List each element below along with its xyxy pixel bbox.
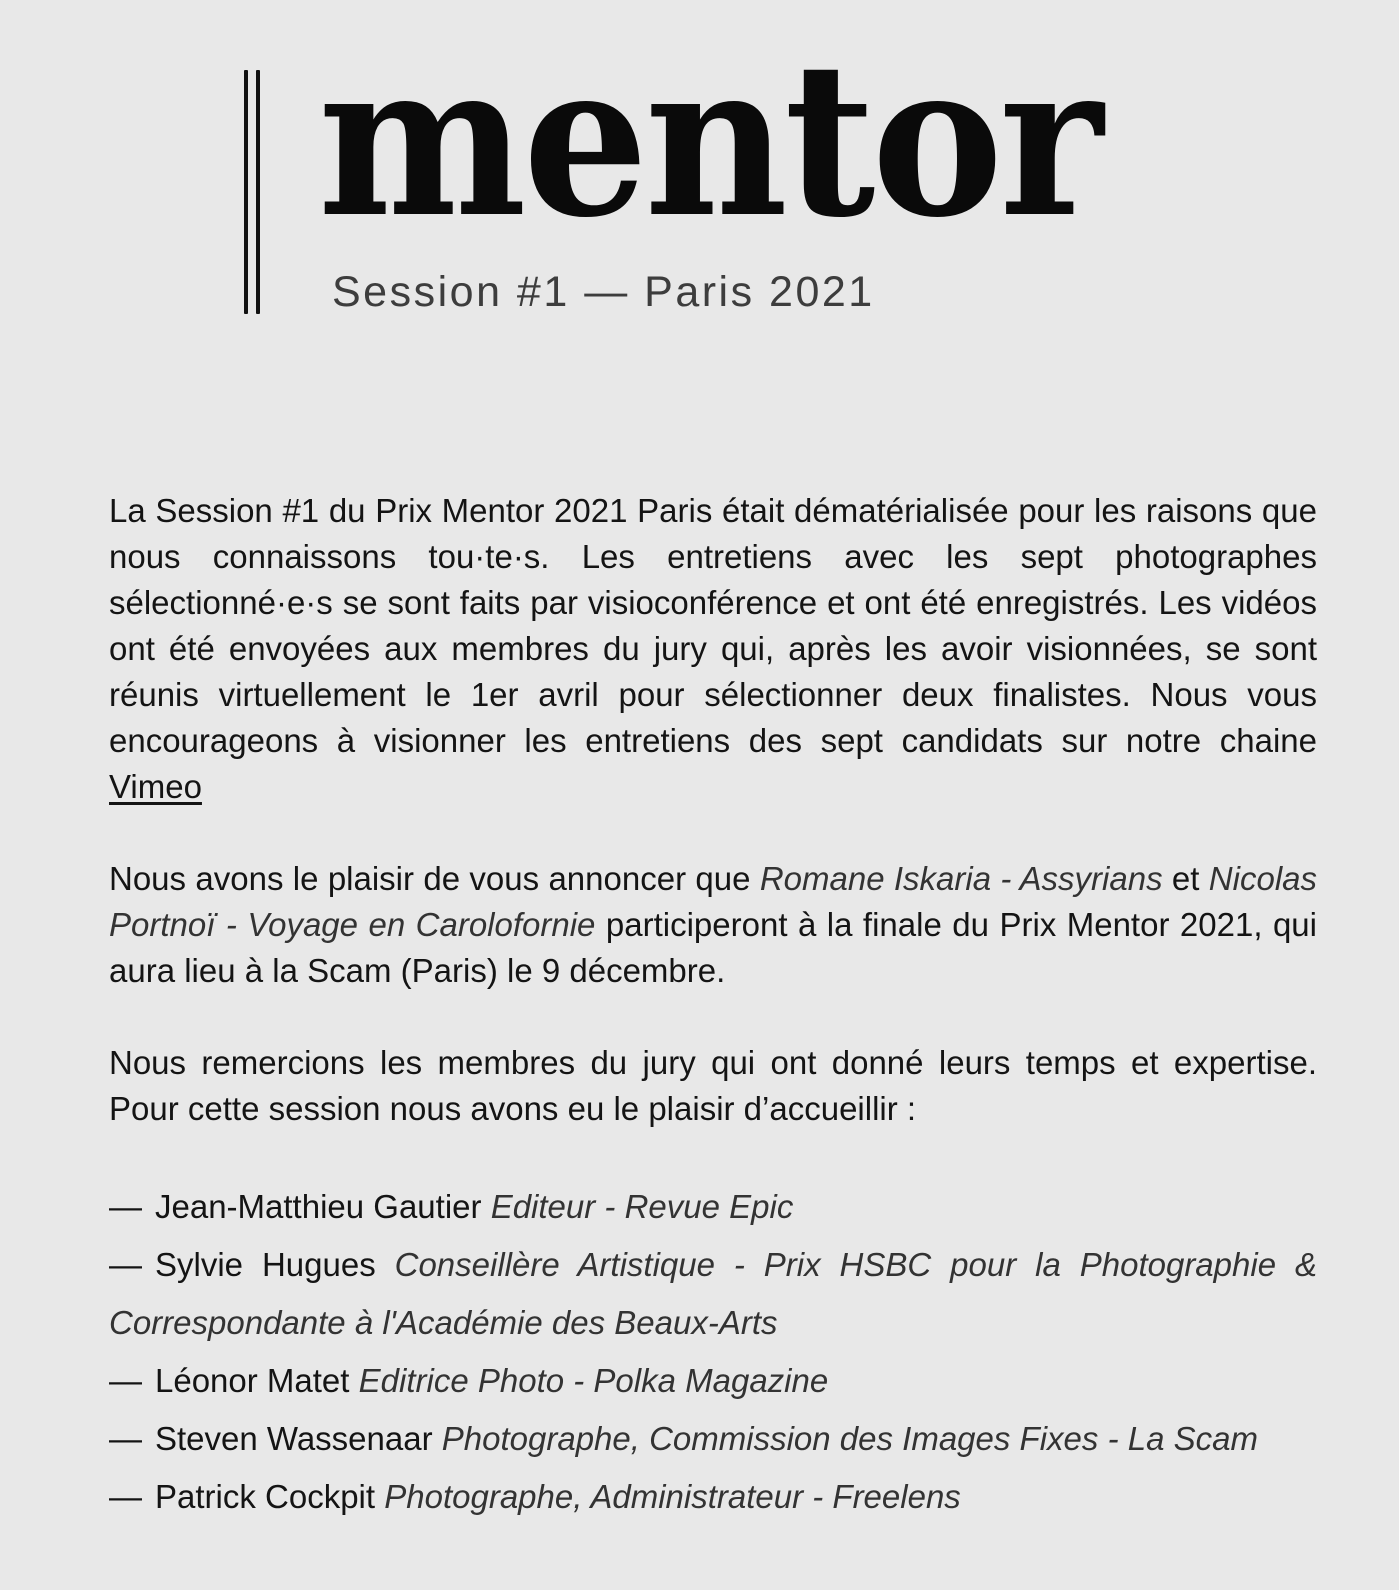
jury-member <box>109 1178 1317 1236</box>
dash-icon: — <box>109 1420 142 1457</box>
jury-member-name: Sylvie Hugues <box>155 1246 376 1283</box>
session-subtitle: Session #1 — Paris 2021 <box>332 268 875 316</box>
thanks-paragraph: Nous remercions les membres du jury qui ont donné leurs temps et expertise. Pour cette session nous avons eu le plaisir d’accueillir : <box>109 1044 1317 1127</box>
jury-member-name: Jean-Matthieu Gautier <box>155 1188 482 1225</box>
logo-wordmark: mentor <box>318 15 1100 264</box>
jury-member-name: Léonor Matet <box>155 1362 350 1399</box>
jury-member-role: Conseillère Artistique - Prix HSBC pour la Photographie & Correspondante à l'Académie des Beaux-Arts <box>109 1246 1317 1341</box>
logo-bar-right <box>256 70 260 314</box>
jury-member <box>109 1236 1317 1352</box>
jury-member-role: Photographe, Commission des Images Fixes - La Scam <box>441 1420 1258 1457</box>
jury-member-role: Photographe, Administrateur - Freelens <box>384 1478 961 1515</box>
intro-text: La Session #1 du Prix Mentor 2021 Paris était dématérialisée pour les raisons que nous connaissons tou·te·s. Les entretiens avec les sept photographes sélectionné·e·s se sont faits par visioconférence et ont été enregistrés. Les vidéos ont été envoyées aux membres du jury qui, après les avoir visionnées, se sont réunis virtuellement le 1er avril pour sélectionner deux finalistes. Nous vous encourageons à visionner les entretiens des sept candidats sur notre chaine <box>109 492 1317 759</box>
vimeo-link[interactable]: Vimeo <box>109 768 202 805</box>
dash-icon: — <box>109 1246 142 1283</box>
jury-member <box>109 1410 1317 1468</box>
announcement-text-1: Nous avons le plaisir de vous annoncer que <box>109 860 760 897</box>
logo-bars-icon <box>236 68 266 318</box>
jury-member-role: Editeur - Revue Epic <box>490 1188 794 1225</box>
logo-bar-left <box>244 70 248 314</box>
announcement-paragraph <box>109 856 1317 994</box>
main-content <box>109 488 1317 1526</box>
finalist-2: Nicolas Portnoï - Voyage en Carolofornie <box>109 860 1317 943</box>
announcement-text-2: et <box>1162 860 1209 897</box>
jury-member-role: Editrice Photo - Polka Magazine <box>358 1362 829 1399</box>
jury-member <box>109 1352 1317 1410</box>
jury-member <box>109 1468 1317 1526</box>
jury-member-name: Steven Wassenaar <box>155 1420 433 1457</box>
jury-member-name: Patrick Cockpit <box>155 1478 376 1515</box>
jury-list <box>109 1178 1317 1526</box>
dash-icon: — <box>109 1478 142 1515</box>
finalist-1: Romane Iskaria - Assyrians <box>759 860 1163 897</box>
dash-icon: — <box>109 1188 142 1225</box>
intro-paragraph <box>109 488 1317 810</box>
dash-icon: — <box>109 1362 142 1399</box>
announcement-text-3: participeront à la finale du Prix Mentor 2021, qui aura lieu à la Scam (Paris) le 9 décembre. <box>109 906 1317 989</box>
mentor-logo <box>236 15 1136 328</box>
